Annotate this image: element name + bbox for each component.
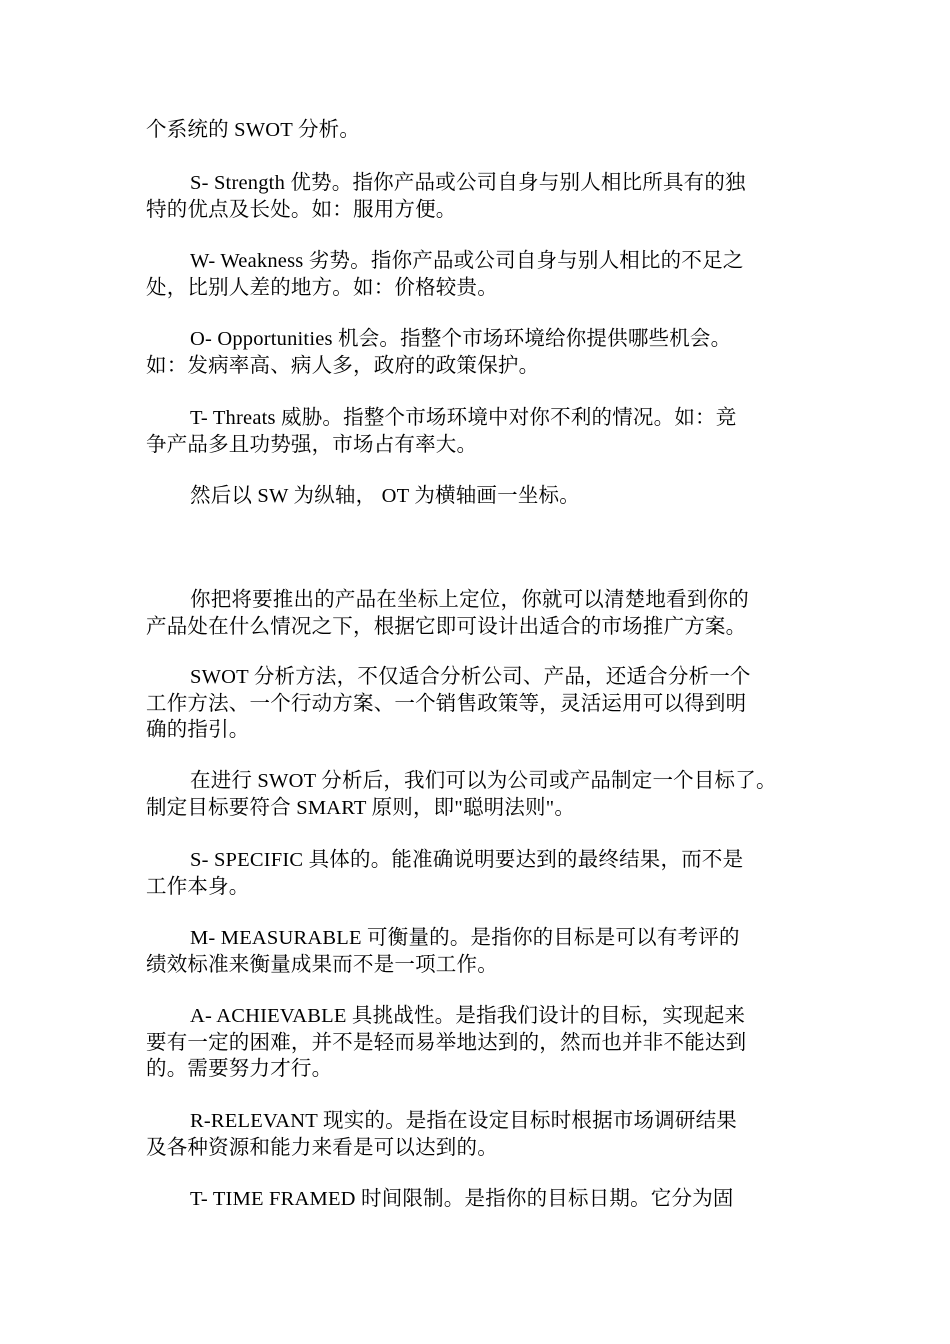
text-line: 你把将要推出的产品在坐标上定位，你就可以清楚地看到你的 [190, 589, 749, 611]
text-line: 然后以 SW 为纵轴， OT 为横轴画一坐标。 [190, 485, 580, 507]
text-line: SWOT 分析方法，不仅适合分析公司、产品，还适合分析一个 [190, 666, 751, 688]
text-line: 处，比别人差的地方。如：价格较贵。 [146, 277, 498, 299]
text-line: 工作方法、一个行动方案、一个销售政策等，灵活运用可以得到明 [146, 693, 747, 715]
text-line: T- TIME FRAMED 时间限制。是指你的目标日期。它分为固 [190, 1188, 734, 1210]
text-line: 绩效标准来衡量成果而不是一项工作。 [146, 954, 498, 976]
text-line: 在进行 SWOT 分析后，我们可以为公司或产品制定一个目标了。 [190, 770, 777, 792]
text-line: 产品处在什么情况之下，根据它即可设计出适合的市场推广方案。 [146, 616, 747, 638]
text-line: 个系统的 SWOT 分析。 [146, 119, 361, 141]
text-line: 如：发病率高、病人多，政府的政策保护。 [146, 355, 540, 377]
text-line: W- Weakness 劣势。指你产品或公司自身与别人相比的不足之 [190, 250, 744, 272]
text-line: 制定目标要符合 SMART 原则，即"聪明法则"。 [146, 797, 576, 819]
text-line: 特的优点及长处。如：服用方便。 [146, 199, 457, 221]
text-line: M- MEASURABLE 可衡量的。是指你的目标是可以有考评的 [190, 927, 740, 949]
text-line: S- SPECIFIC 具体的。能准确说明要达到的最终结果，而不是 [190, 849, 744, 871]
text-line: S- Strength 优势。指你产品或公司自身与别人相比所具有的独 [190, 172, 746, 194]
text-line: R-RELEVANT 现实的。是指在设定目标时根据市场调研结果 [190, 1110, 737, 1132]
text-line: O- Opportunities 机会。指整个市场环境给你提供哪些机会。 [190, 328, 732, 350]
text-line: 要有一定的困难，并不是轻而易举地达到的，然而也并非不能达到 [146, 1032, 747, 1054]
text-line: 的。需要努力才行。 [146, 1058, 333, 1080]
text-line: A- ACHIEVABLE 具挑战性。是指我们设计的目标，实现起来 [190, 1005, 746, 1027]
text-line: 确的指引。 [146, 719, 250, 741]
text-line: T- Threats 威胁。指整个市场环境中对你不利的情况。如：竞 [190, 407, 737, 429]
text-line: 工作本身。 [146, 876, 250, 898]
text-line: 争产品多且功势强，市场占有率大。 [146, 434, 478, 456]
text-line: 及各种资源和能力来看是可以达到的。 [146, 1137, 498, 1159]
